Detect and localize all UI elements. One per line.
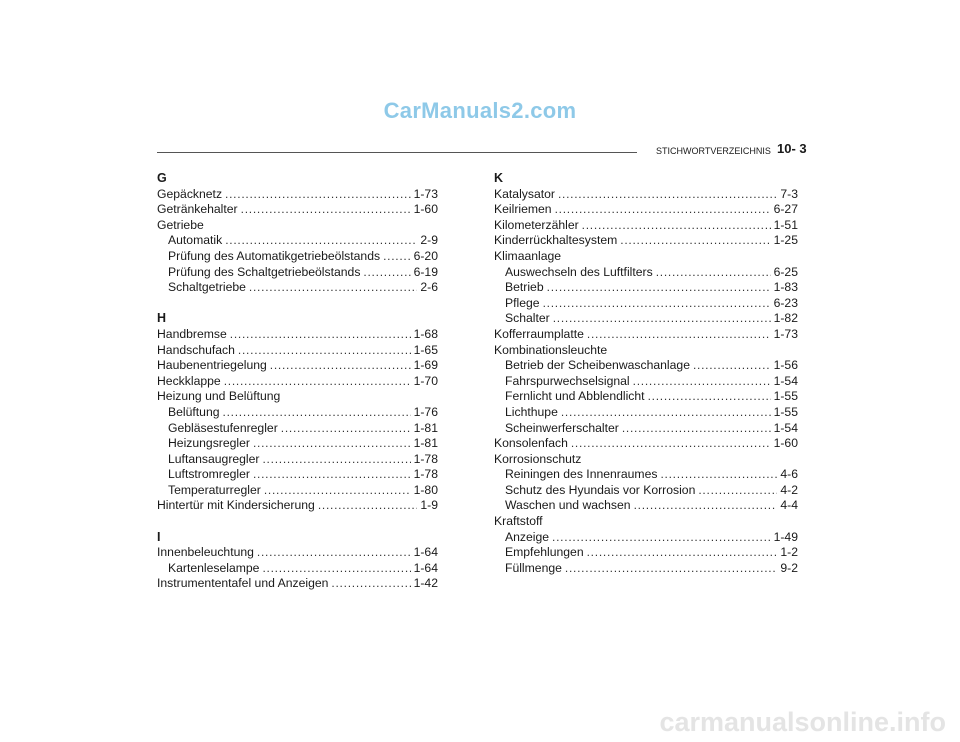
index-entry: Gepäcknetz . . . 1-73 (157, 187, 438, 203)
section-letter-g: G (157, 171, 167, 185)
index-subentry: Lichthupe . . . 1-55 (494, 405, 798, 421)
index-group-heading: Kraftstoff (494, 514, 543, 529)
index-entry: Getränkehalter . . . 1-60 (157, 202, 438, 218)
index-entry: Handbremse . . . 1-68 (157, 327, 438, 343)
index-subentry: Empfehlungen . . . 1-2 (494, 545, 798, 561)
index-subentry: Heizungsregler . . . 1-81 (157, 436, 438, 452)
index-entry: Kinderrückhaltesystem . . . 1-25 (494, 233, 798, 249)
index-entry: Handschufach . . . 1-65 (157, 343, 438, 359)
page-number: 10- 3 (777, 141, 807, 156)
index-subentry: Schalter . . . 1-82 (494, 311, 798, 327)
index-subentry: Schutz des Hyundais vor Korrosion . . . 4-2 (494, 483, 798, 499)
index-subentry: Temperaturregler . . . 1-80 (157, 483, 438, 499)
index-subentry: Prüfung des Schaltgetriebeölstands . . . 6-19 (157, 265, 438, 281)
index-entry: Hintertür mit Kindersicherung . . . 1-9 (157, 498, 438, 514)
index-subentry: Schaltgetriebe . . . 2-6 (157, 280, 438, 296)
index-entry: Instrumententafel und Anzeigen . . . 1-42 (157, 576, 438, 592)
index-subentry: Auswechseln des Luftfilters . . . 6-25 (494, 265, 798, 281)
index-entry: Haubenentriegelung . . . 1-69 (157, 358, 438, 374)
index-entry: Konsolenfach . . . 1-60 (494, 436, 798, 452)
index-entry: Kilometerzähler . . . 1-51 (494, 218, 798, 234)
index-group-heading: Getriebe (157, 217, 204, 232)
index-column-left (157, 171, 438, 592)
section-letter-k: K (494, 171, 504, 185)
watermark-carmanuals2: CarManuals2.com (383, 98, 577, 123)
index-subentry: Waschen und wachsen . . . 4-4 (494, 498, 798, 514)
index-entry: Kofferraumplatte . . . 1-73 (494, 327, 798, 343)
index-subentry: Betrieb . . . 1-83 (494, 280, 798, 296)
index-subentry: Automatik . . . 2-9 (157, 233, 438, 249)
section-letter-h: H (157, 311, 167, 326)
index-subentry: Luftstromregler . . . 1-78 (157, 467, 438, 483)
index-group-heading: Korrosionschutz (494, 451, 582, 466)
header-title: STICHWORTVERZEICHNIS (656, 146, 771, 156)
index-subentry: Pflege . . . 6-23 (494, 296, 798, 312)
index-group-heading: Heizung und Belüftung (157, 389, 281, 404)
index-group-heading: Kombinationsleuchte (494, 342, 608, 357)
index-subentry: Scheinwerferschalter . . . 1-54 (494, 421, 798, 437)
index-group-heading: Klimaanlage (494, 248, 562, 263)
header-rule (157, 152, 637, 153)
index-subentry: Anzeige . . . 1-49 (494, 530, 798, 546)
index-entry: Keilriemen . . . 6-27 (494, 202, 798, 218)
index-subentry: Prüfung des Automatikgetriebeölstands . . . 6-20 (157, 249, 438, 265)
index-subentry: Fahrspurwechselsignal . . . 1-54 (494, 374, 798, 390)
index-subentry: Luftansaugregler . . . 1-78 (157, 452, 438, 468)
section-letter-i: I (157, 529, 161, 544)
index-subentry: Reiningen des Innenraumes . . . 4-6 (494, 467, 798, 483)
index-column-right (494, 171, 798, 576)
watermark-carmanualsonline: carmanualsonline.info (659, 707, 946, 737)
index-subentry: Füllmenge . . . 9-2 (494, 561, 798, 577)
index-entry: Innenbeleuchtung . . . 1-64 (157, 545, 438, 561)
index-subentry: Kartenleselampe . . . 1-64 (157, 561, 438, 577)
index-subentry: Belüftung . . . 1-76 (157, 405, 438, 421)
index-entry: Katalysator . . . 7-3 (494, 187, 798, 203)
index-subentry: Fernlicht und Abblendlicht . . . 1-55 (494, 389, 798, 405)
index-subentry: Gebläsestufenregler . . . 1-81 (157, 421, 438, 437)
index-entry: Heckklappe . . . 1-70 (157, 374, 438, 390)
index-subentry: Betrieb der Scheibenwaschanlage . . . 1-56 (494, 358, 798, 374)
